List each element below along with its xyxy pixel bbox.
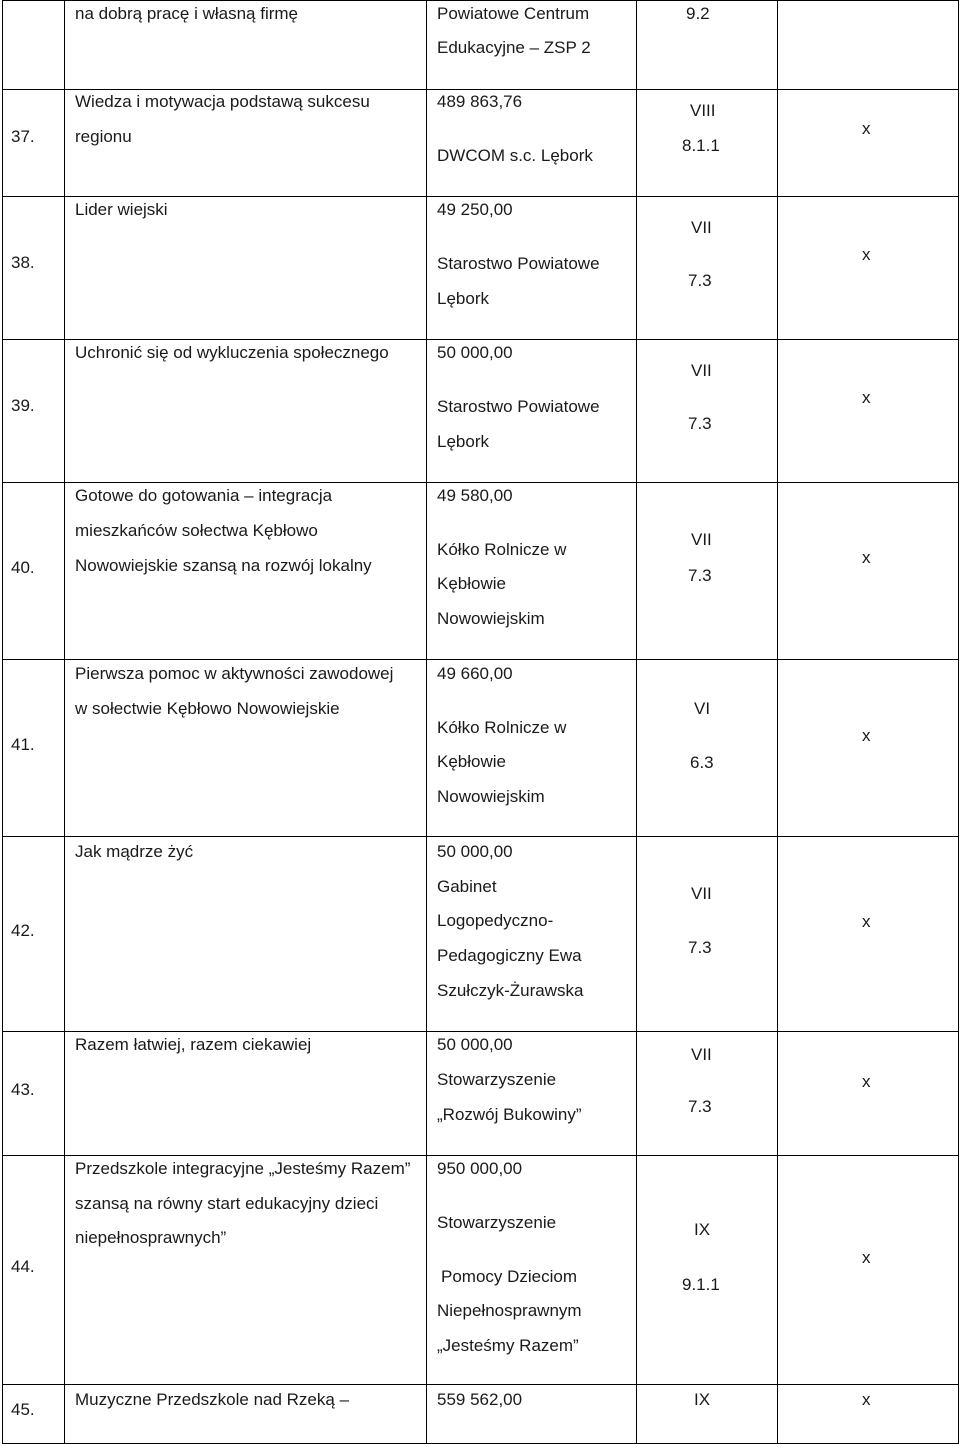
mark: x	[862, 119, 871, 138]
column-divider	[64, 0, 65, 1444]
column-divider	[636, 0, 637, 1444]
project-title: niepełnosprawnych”	[75, 1228, 227, 1247]
measure: 9.1.1	[682, 1275, 720, 1294]
project-title: Wiedza i motywacja podstawą sukcesu	[75, 92, 370, 111]
organization: Szułczyk-Żurawska	[437, 981, 584, 1000]
column-divider	[777, 0, 778, 1444]
measure: 7.3	[688, 271, 712, 290]
row-divider	[2, 196, 959, 197]
row-divider	[2, 339, 959, 340]
organization: Gabinet	[437, 877, 497, 896]
organization: Nowowiejskim	[437, 787, 545, 806]
row-number: 38.	[11, 253, 35, 272]
row-divider	[2, 659, 959, 660]
project-title: Uchronić się od wykluczenia społecznego	[75, 343, 389, 362]
organization: Pomocy Dzieciom	[441, 1267, 578, 1286]
measure: 7.3	[688, 566, 712, 585]
row-divider	[2, 1384, 959, 1385]
mark: x	[862, 548, 871, 567]
row-divider	[2, 89, 959, 90]
organization: Powiatowe Centrum	[437, 4, 590, 23]
organization: Niepełnosprawnym	[437, 1301, 582, 1320]
organization: „Jesteśmy Razem”	[437, 1336, 579, 1355]
project-title: Nowowiejskie szansą na rozwój lokalny	[75, 556, 372, 575]
column-divider	[2, 0, 3, 1444]
row-divider	[2, 1031, 959, 1032]
measure: 6.3	[690, 753, 714, 772]
mark: x	[862, 1248, 871, 1267]
organization: DWCOM s.c. Lębork	[437, 146, 593, 165]
mark: x	[862, 245, 871, 264]
priority: VII	[691, 218, 712, 237]
organization: Nowowiejskim	[437, 609, 545, 628]
priority: VII	[691, 361, 712, 380]
project-title: Gotowe do gotowania – integracja	[75, 486, 333, 505]
organization: Pedagogiczny Ewa	[437, 946, 582, 965]
measure: 8.1.1	[682, 136, 720, 155]
organization: Starostwo Powiatowe	[437, 254, 600, 273]
row-number: 43.	[11, 1080, 35, 1099]
organization: Kółko Rolnicze w	[437, 718, 567, 737]
row-number: 39.	[11, 396, 35, 415]
project-title: Razem łatwiej, razem ciekawiej	[75, 1035, 312, 1054]
organization: Stowarzyszenie	[437, 1070, 557, 1089]
amount: 489 863,76	[437, 92, 523, 111]
row-number: 41.	[11, 735, 35, 754]
organization: Logopedyczno-	[437, 911, 554, 930]
project-title: Przedszkole integracyjne „Jesteśmy Razem”	[75, 1159, 411, 1178]
project-title: Pierwsza pomoc w aktywności zawodowej	[75, 664, 394, 683]
organization: Stowarzyszenie	[437, 1213, 557, 1232]
project-title: w sołectwie Kębłowo Nowowiejskie	[75, 699, 340, 718]
organization: Lębork	[437, 289, 489, 308]
measure: 9.2	[686, 4, 710, 23]
mark: x	[862, 726, 871, 745]
organization: Kółko Rolnicze w	[437, 540, 567, 559]
amount: 950 000,00	[437, 1159, 523, 1178]
mark: x	[862, 912, 871, 931]
organization: Kębłowie	[437, 574, 506, 593]
project-title: regionu	[75, 127, 132, 146]
amount: 50 000,00	[437, 343, 513, 362]
priority: VI	[694, 699, 711, 718]
row-divider	[2, 482, 959, 483]
priority: IX	[694, 1220, 711, 1239]
project-title: Jak mądrze żyć	[75, 842, 194, 861]
row-divider	[2, 0, 959, 1]
project-title: Muzyczne Przedszkole nad Rzeką –	[75, 1390, 350, 1409]
priority: VII	[691, 530, 712, 549]
row-number: 37.	[11, 127, 35, 146]
measure: 7.3	[688, 1097, 712, 1116]
column-divider	[426, 0, 427, 1444]
priority: VIII	[690, 101, 716, 120]
amount: 50 000,00	[437, 1035, 513, 1054]
amount: 50 000,00	[437, 842, 513, 861]
organization: „Rozwój Bukowiny”	[437, 1105, 582, 1124]
amount: 559 562,00	[437, 1390, 523, 1409]
project-title: na dobrą pracę i własną firmę	[75, 4, 299, 23]
column-divider	[958, 0, 959, 1444]
row-number: 45.	[11, 1400, 35, 1419]
mark: x	[862, 388, 871, 407]
row-number: 40.	[11, 558, 35, 577]
row-divider	[2, 836, 959, 837]
amount: 49 660,00	[437, 664, 513, 683]
row-number: 42.	[11, 921, 35, 940]
project-title: mieszkańców sołectwa Kębłowo	[75, 521, 318, 540]
row-number: 44.	[11, 1257, 35, 1276]
row-divider	[2, 1155, 959, 1156]
project-title: szansą na równy start edukacyjny dzieci	[75, 1194, 379, 1213]
organization: Starostwo Powiatowe	[437, 397, 600, 416]
priority: VII	[691, 884, 712, 903]
organization: Edukacyjne – ZSP 2	[437, 38, 591, 57]
organization: Lębork	[437, 432, 489, 451]
measure: 7.3	[688, 414, 712, 433]
priority: VII	[691, 1045, 712, 1064]
amount: 49 580,00	[437, 486, 513, 505]
project-title: Lider wiejski	[75, 200, 168, 219]
organization: Kębłowie	[437, 752, 506, 771]
mark: x	[862, 1072, 871, 1091]
priority: IX	[694, 1390, 711, 1409]
amount: 49 250,00	[437, 200, 513, 219]
mark: x	[862, 1390, 871, 1409]
measure: 7.3	[688, 938, 712, 957]
